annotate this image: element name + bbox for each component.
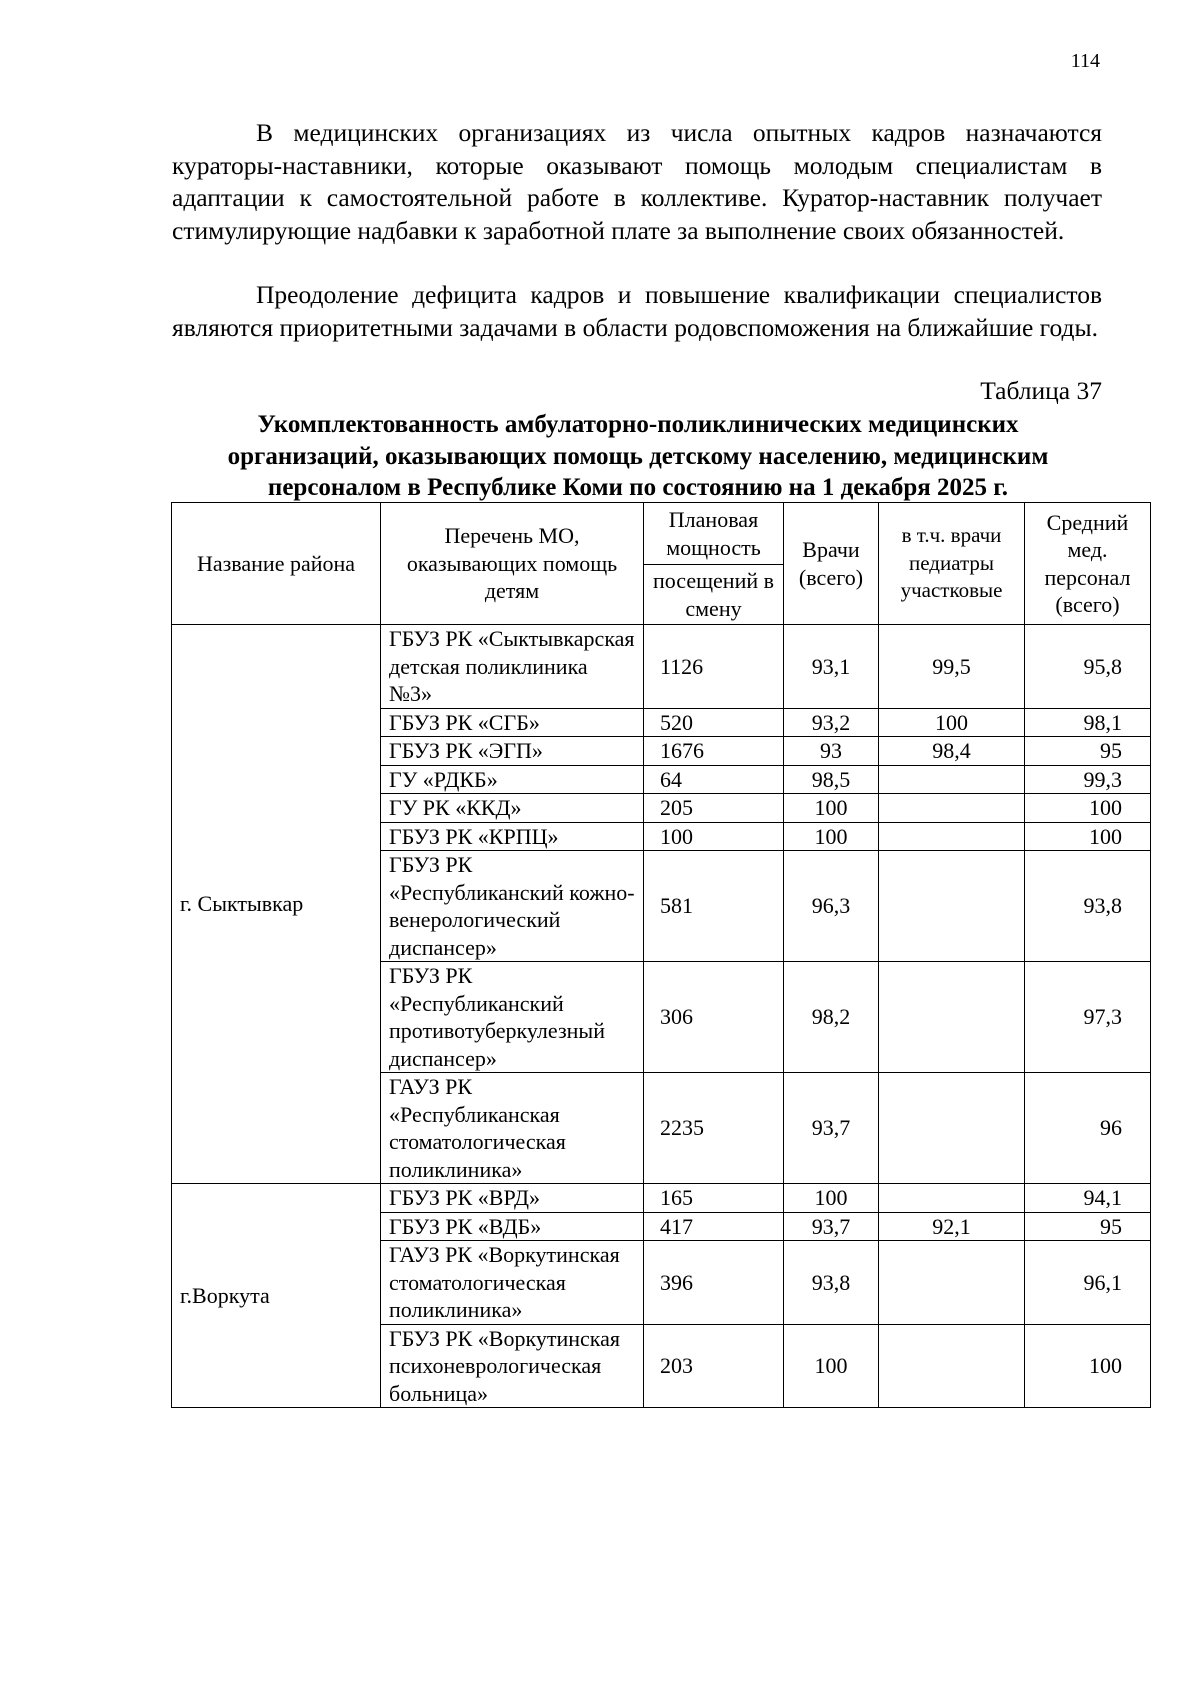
cell-nurses: 100: [1025, 822, 1151, 851]
cell-mo-name: ГАУЗ РК «Республиканская стоматологическая поликлиника»: [381, 1073, 644, 1184]
cell-doctors: 93,7: [784, 1073, 879, 1184]
cell-capacity: 520: [644, 708, 784, 737]
cell-mo-name: ГАУЗ РК «Воркутинская стоматологическая поликлиника»: [381, 1241, 644, 1325]
cell-capacity: 100: [644, 822, 784, 851]
cell-capacity: 64: [644, 765, 784, 794]
cell-capacity: 2235: [644, 1073, 784, 1184]
header-district: Название района: [172, 503, 381, 625]
table-header: [172, 503, 1151, 625]
cell-district: г. Сыктывкар: [172, 625, 381, 1184]
header-pediatricians: в т.ч. врачи педиатры участковые: [879, 503, 1025, 625]
cell-capacity: 417: [644, 1212, 784, 1241]
cell-doctors: 93,7: [784, 1212, 879, 1241]
cell-capacity: 581: [644, 851, 784, 962]
cell-nurses: 96,1: [1025, 1241, 1151, 1325]
table-row: [172, 625, 1151, 709]
cell-mo-name: ГУ РК «ККД»: [381, 794, 644, 823]
cell-nurses: 94,1: [1025, 1184, 1151, 1213]
cell-nurses: 98,1: [1025, 708, 1151, 737]
table-title-line-1: Укомплектованность амбулаторно-поликлинических медицинских: [257, 411, 1019, 438]
cell-doctors: 93,8: [784, 1241, 879, 1325]
cell-doctors: 93,1: [784, 625, 879, 709]
cell-mo-name: ГБУЗ РК «Сыктывкарская детская поликлиника №3»: [381, 625, 644, 709]
cell-doctors: 93,2: [784, 708, 879, 737]
page-number: 114: [1070, 50, 1100, 72]
cell-mo-name: ГБУЗ РК «Воркутинская психоневрологическая больница»: [381, 1324, 644, 1408]
cell-mo-name: ГБУЗ РК «ВРД»: [381, 1184, 644, 1213]
cell-mo-name: ГБУЗ РК «ВДБ»: [381, 1212, 644, 1241]
cell-nurses: 100: [1025, 794, 1151, 823]
cell-nurses: 97,3: [1025, 962, 1151, 1073]
header-nurses: Средний мед. персонал (всего): [1025, 503, 1151, 625]
cell-mo-name: ГБУЗ РК «Республиканский кожно-венерологический диспансер»: [381, 851, 644, 962]
cell-pediatricians: 92,1: [879, 1212, 1025, 1241]
cell-doctors: 100: [784, 794, 879, 823]
cell-pediatricians: 100: [879, 708, 1025, 737]
cell-mo-name: ГБУЗ РК «Республиканский противотуберкулезный диспансер»: [381, 962, 644, 1073]
cell-mo-name: ГУ «РДКБ»: [381, 765, 644, 794]
cell-doctors: 100: [784, 822, 879, 851]
cell-nurses: 99,3: [1025, 765, 1151, 794]
staffing-table: [171, 502, 1151, 1408]
cell-nurses: 100: [1025, 1324, 1151, 1408]
cell-capacity: 1126: [644, 625, 784, 709]
cell-nurses: 95: [1025, 737, 1151, 766]
cell-pediatricians: [879, 822, 1025, 851]
header-capacity: Плановая мощность: [644, 503, 784, 565]
cell-nurses: 95,8: [1025, 625, 1151, 709]
cell-district: г.Воркута: [172, 1184, 381, 1408]
cell-pediatricians: [879, 962, 1025, 1073]
cell-doctors: 100: [784, 1184, 879, 1213]
table-title: [168, 409, 1108, 504]
cell-pediatricians: [879, 1073, 1025, 1184]
cell-doctors: 96,3: [784, 851, 879, 962]
header-mo: Перечень МО, оказывающих помощь детям: [381, 503, 644, 625]
cell-pediatricians: 99,5: [879, 625, 1025, 709]
cell-pediatricians: [879, 765, 1025, 794]
cell-pediatricians: [879, 1241, 1025, 1325]
cell-pediatricians: [879, 851, 1025, 962]
cell-capacity: 396: [644, 1241, 784, 1325]
header-capacity-sub: посещений в смену: [644, 565, 784, 625]
cell-doctors: 98,5: [784, 765, 879, 794]
cell-doctors: 100: [784, 1324, 879, 1408]
cell-capacity: 306: [644, 962, 784, 1073]
cell-mo-name: ГБУЗ РК «ЭГП»: [381, 737, 644, 766]
cell-pediatricians: [879, 1324, 1025, 1408]
paragraph-priorities: Преодоление дефицита кадров и повышение квалификации специалистов являются приоритетными задачами в области родовспоможения на ближайшие годы.: [172, 280, 1102, 342]
header-doctors: Врачи (всего): [784, 503, 879, 625]
cell-mo-name: ГБУЗ РК «СГБ»: [381, 708, 644, 737]
cell-mo-name: ГБУЗ РК «КРПЦ»: [381, 822, 644, 851]
table-title-line-3: персоналом в Республике Коми по состоянию на 1 декабря 2025 г.: [267, 474, 1009, 501]
cell-nurses: 96: [1025, 1073, 1151, 1184]
cell-capacity: 165: [644, 1184, 784, 1213]
cell-pediatricians: [879, 794, 1025, 823]
cell-nurses: 93,8: [1025, 851, 1151, 962]
cell-doctors: 98,2: [784, 962, 879, 1073]
table-title-line-2: организаций, оказывающих помощь детскому населению, медицинским: [227, 442, 1049, 470]
cell-capacity: 205: [644, 794, 784, 823]
cell-capacity: 1676: [644, 737, 784, 766]
cell-pediatricians: 98,4: [879, 737, 1025, 766]
cell-doctors: 93: [784, 737, 879, 766]
table-body: [172, 625, 1151, 1408]
cell-pediatricians: [879, 1184, 1025, 1213]
paragraph-mentors: В медицинских организациях из числа опытных кадров назначаются кураторы-наставники, которые оказывают помощь молодым специалистам в адаптации к самостоятельной работе в коллективе. Куратор-наставник получает стимулирующие надбавки к заработной плате за выполнение своих обязанностей.: [172, 118, 1102, 245]
table-label: Таблица 37: [980, 376, 1102, 405]
cell-nurses: 95: [1025, 1212, 1151, 1241]
cell-capacity: 203: [644, 1324, 784, 1408]
table-row: [172, 1184, 1151, 1213]
